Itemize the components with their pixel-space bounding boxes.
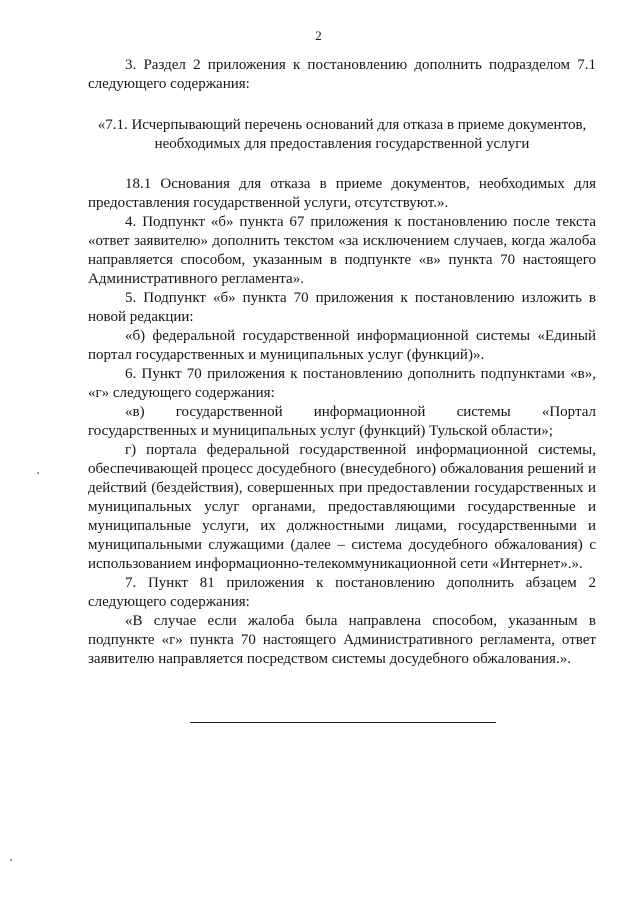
paragraph-18-1: 18.1 Основания для отказа в приеме документов, необходимых для предоставления государственной услуги, отсутствуют.». [88,176,596,211]
paragraph-item-6: 6. Пункт 70 приложения к постановлению дополнить подпунктами «в», «г» следующего содержания: [88,366,596,401]
scan-speck [10,859,12,861]
paragraph-item-3: 3. Раздел 2 приложения к постановлению дополнить подразделом 7.1 следующего содержания: [88,57,596,92]
scan-speck [37,472,39,474]
subsection-heading: «7.1. Исчерпывающий перечень оснований для отказа в приеме документов, необходимых для предоставления государственной услуги [97,117,587,152]
paragraph-complaint-response: «В случае если жалоба была направлена способом, указанным в подпункте «г» пункта 70 настоящего Административного регламента, ответ заявителю направляется посредством системы досудебного обжалования.». [88,613,596,667]
end-separator-line [190,722,496,723]
paragraph-subitem-b: «б) федеральной государственной информационной системы «Единый портал государственных и муниципальных услуг (функций)». [88,328,596,363]
document-body [88,56,596,669]
paragraph-item-5: 5. Подпункт «б» пункта 70 приложения к постановлению изложить в новой редакции: [88,290,596,325]
paragraph-item-7: 7. Пункт 81 приложения к постановлению дополнить абзацем 2 следующего содержания: [88,575,596,610]
paragraph-subitem-v: «в) государственной информационной системы «Портал государственных и муниципальных услуг (функций) Тульской области»; [88,404,596,439]
paragraph-item-4: 4. Подпункт «б» пункта 67 приложения к постановлению после текста «ответ заявителю» дополнить текстом «за исключением случаев, когда жалоба направляется способом, указанным в подпункте «в» пункта 70 настоящего Административного регламента». [88,214,596,287]
paragraph-subitem-g: г) портала федеральной государственной информационной системы, обеспечивающей процесс досудебного (внесудебного) обжалования решений и действий (бездействия), совершенных при предоставлении государственных и муниципальных услуг органами, предоставляющими государственные и муниципальные услуги, их должностными лицами, государственными и муниципальными служащими (далее – система досудебного обжалования) с использованием информационно-телекоммуникационной сети «Интернет».». [88,442,596,572]
page-number: 2 [315,28,322,43]
